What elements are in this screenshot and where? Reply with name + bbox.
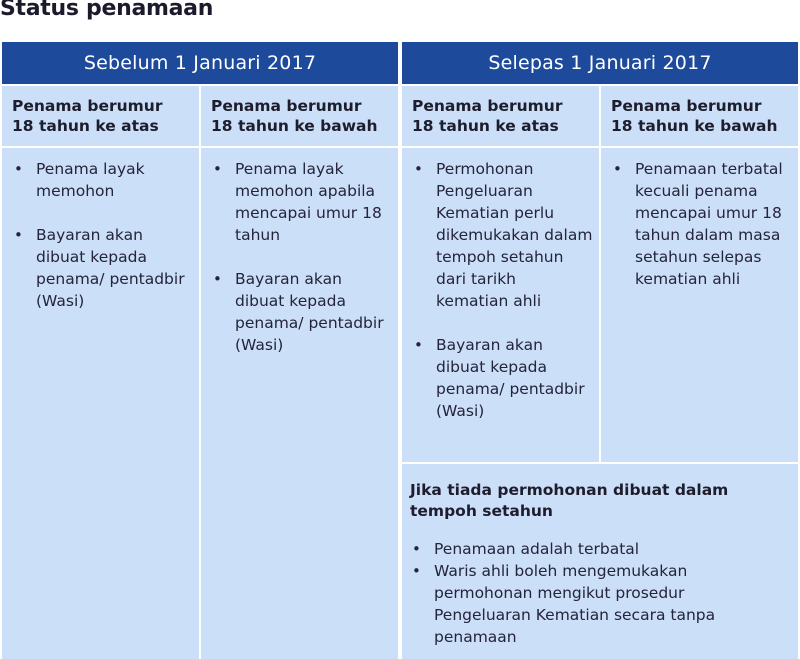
list-item: • Bayaran akan dibuat kepada penama/ pentadbir (Wasi) [12,224,193,312]
body-col4 [601,148,798,462]
list-item: • Bayaran akan dibuat kepada penama/ pentadbir (Wasi) [412,334,593,422]
subheading-col1: Penama berumur 18 tahun ke atas [2,86,199,146]
nomination-status-table [0,42,800,659]
body-col2 [201,148,398,659]
list-item: • Penamaan terbatal kecuali penama mencapai umur 18 tahun dalam masa setahun selepas kematian ahli [611,158,792,290]
page-title: Status penamaan [0,0,214,21]
list-item: • Penama layak memohon [12,158,193,202]
subheading-col2: Penama berumur 18 tahun ke bawah [201,86,398,146]
body-col1 [2,148,199,659]
header-before [2,42,398,84]
list-item: • Penama layak memohon apabila mencapai umur 18 tahun [211,158,394,246]
header-after [402,42,798,84]
no-application-section [402,464,798,659]
list-item: • Bayaran akan dibuat kepada penama/ pentadbir (Wasi) [211,268,394,356]
body-col3 [402,148,599,462]
list-item: • Permohonan Pengeluaran Kematian perlu dikemukakan dalam tempoh setahun dari tarikh kematian ahli [412,158,593,312]
no-application-heading: Jika tiada permohonan dibuat dalam tempoh setahun [410,481,729,520]
list-item: • Penamaan adalah terbatal [410,538,786,560]
subheading-col3: Penama berumur 18 tahun ke atas [402,86,599,146]
header-before-label: Sebelum 1 Januari 2017 [83,52,317,74]
header-after-label: Selepas 1 Januari 2017 [488,52,712,74]
list-item: • Waris ahli boleh mengemukakan permohonan mengikut prosedur Pengeluaran Kematian secara tanpa penamaan [410,560,786,648]
subheading-col4: Penama berumur 18 tahun ke bawah [601,86,798,146]
